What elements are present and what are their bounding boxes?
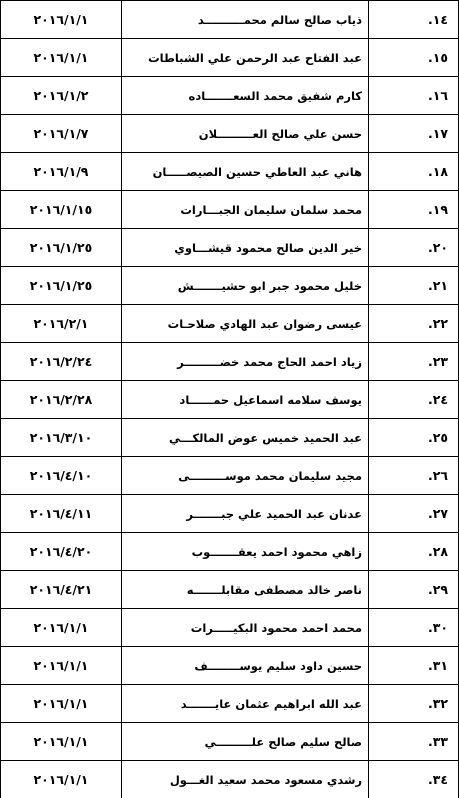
row-name: كارم شفيق محمد السعـــــــاده [122, 77, 369, 115]
row-number: ٢٨. [369, 533, 459, 571]
row-name: رشدي مسعود محمد سعيد الغـــول [122, 761, 369, 798]
names-table-body [1, 1, 459, 798]
row-date: ٢٠١٦/١/١ [1, 39, 122, 77]
row-number: ٢٣. [369, 343, 459, 381]
row-name: حسين داود سليم يوســــــــف [122, 647, 369, 685]
row-date: ٢٠١٦/٢/٢٤ [1, 343, 122, 381]
row-name: عبد الفتاح عبد الرحمن علي الشباطات [122, 39, 369, 77]
row-number: ٢٩. [369, 571, 459, 609]
table-row [1, 571, 459, 609]
row-name: حسن علي صالح العـــــــــلان [122, 115, 369, 153]
table-row [1, 533, 459, 571]
row-number: ٣١. [369, 647, 459, 685]
row-date: ٢٠١٦/١/٢٥ [1, 229, 122, 267]
table-row [1, 39, 459, 77]
row-date: ٢٠١٦/١/١ [1, 1, 122, 39]
row-date: ٢٠١٦/٤/١١ [1, 495, 122, 533]
row-name: خير الدين صالح محمود قيشـــاوي [122, 229, 369, 267]
table-row [1, 419, 459, 457]
row-number: ٣٣. [369, 723, 459, 761]
row-date: ٢٠١٦/١/٢ [1, 77, 122, 115]
row-date: ٢٠١٦/١/١٥ [1, 191, 122, 229]
row-number: ١٦. [369, 77, 459, 115]
row-number: ٢٠. [369, 229, 459, 267]
table-row [1, 761, 459, 798]
row-name: عبد الله ابراهيم عثمان عايـــــــد [122, 685, 369, 723]
row-name: هاني عبد العاطي حسين الصيصـــــان [122, 153, 369, 191]
row-number: ٣٤. [369, 761, 459, 798]
row-name: ناصر خالد مصطفى مقابلـــــــه [122, 571, 369, 609]
table-row [1, 191, 459, 229]
row-name: محمد سلمان سليمان الجبـــارات [122, 191, 369, 229]
row-name: ذياب صالح سالم محمــــــــــد [122, 1, 369, 39]
row-date: ٢٠١٦/١/٧ [1, 115, 122, 153]
table-row [1, 381, 459, 419]
table-row [1, 723, 459, 761]
row-number: ١٤. [369, 1, 459, 39]
row-date: ٢٠١٦/٣/١٠ [1, 419, 122, 457]
table-row [1, 495, 459, 533]
row-number: ١٧. [369, 115, 459, 153]
table-row [1, 229, 459, 267]
table-row [1, 457, 459, 495]
row-name: مجيد سليمان محمد موســـــــــى [122, 457, 369, 495]
row-name: زياد احمد الحاج محمد خضـــــــــر [122, 343, 369, 381]
row-number: ٢٢. [369, 305, 459, 343]
table-row [1, 647, 459, 685]
row-name: عدنان عبد الحميد علي جبـــــــر [122, 495, 369, 533]
table-row [1, 305, 459, 343]
table-row [1, 115, 459, 153]
row-date: ٢٠١٦/١/١ [1, 647, 122, 685]
row-number: ٣٠. [369, 609, 459, 647]
row-number: ٢٦. [369, 457, 459, 495]
row-name: محمد احمد محمود البكيـــــرات [122, 609, 369, 647]
table-row [1, 685, 459, 723]
row-name: زاهي محمود احمد يعقـــــــوب [122, 533, 369, 571]
table-row [1, 609, 459, 647]
row-number: ٢٧. [369, 495, 459, 533]
row-date: ٢٠١٦/٤/٢١ [1, 571, 122, 609]
row-number: ١٥. [369, 39, 459, 77]
row-date: ٢٠١٦/٢/١ [1, 305, 122, 343]
row-name: صالح سليم صالح علـــــــــي [122, 723, 369, 761]
table-row [1, 343, 459, 381]
row-date: ٢٠١٦/٤/١٠ [1, 457, 122, 495]
table-row [1, 77, 459, 115]
row-number: ٣٢. [369, 685, 459, 723]
row-name: يوسف سلامه اسماعيل حمــــــاد [122, 381, 369, 419]
row-date: ٢٠١٦/١/١ [1, 723, 122, 761]
row-number: ٢٥. [369, 419, 459, 457]
row-date: ٢٠١٦/١/١ [1, 609, 122, 647]
table-row [1, 267, 459, 305]
row-name: خليل محمود جبر ابو حشيـــــــش [122, 267, 369, 305]
row-date: ٢٠١٦/١/١ [1, 761, 122, 798]
row-date: ٢٠١٦/١/٢٥ [1, 267, 122, 305]
row-name: عيسى رضوان عبد الهادي صلاحـات [122, 305, 369, 343]
table-row [1, 1, 459, 39]
row-number: ٢١. [369, 267, 459, 305]
row-date: ٢٠١٦/٢/٢٨ [1, 381, 122, 419]
row-number: ١٨. [369, 153, 459, 191]
row-date: ٢٠١٦/١/١ [1, 685, 122, 723]
row-date: ٢٠١٦/٤/٢٠ [1, 533, 122, 571]
row-number: ١٩. [369, 191, 459, 229]
row-date: ٢٠١٦/١/٩ [1, 153, 122, 191]
table-row [1, 153, 459, 191]
row-number: ٢٤. [369, 381, 459, 419]
row-name: عبد الحميد خميس عوض المالكـــي [122, 419, 369, 457]
